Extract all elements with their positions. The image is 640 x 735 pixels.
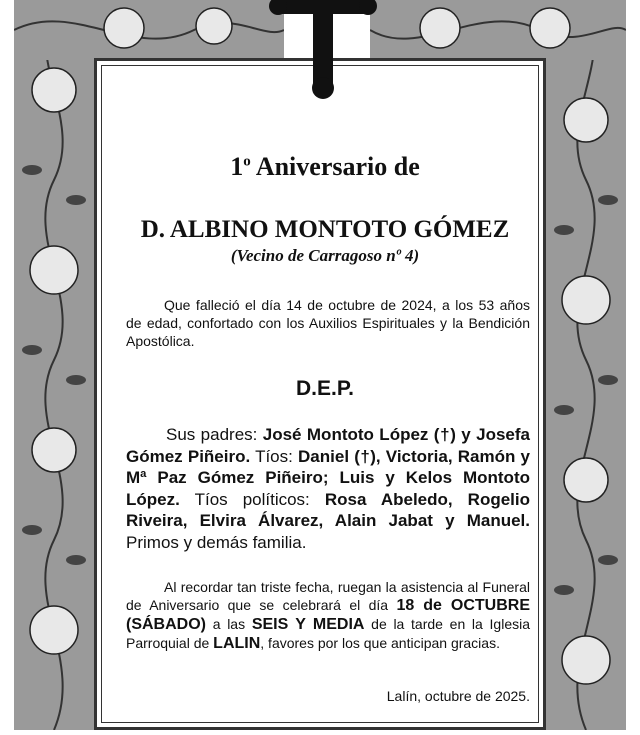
family-paragraph: Sus padres: José Montoto López (†) y Josefa Gómez Piñeiro. Tíos: Daniel (†), Victoria, Ramón y Mª Paz Gómez Piñeiro; Luis y Kelos Montoto López. Tíos políticos: Rosa Abeledo, Rogelio Riveira, Elvira Álvarez, Alain Jabat y Manuel. Primos y demás familia.: [126, 425, 530, 552]
dep-heading: D.E.P.: [296, 377, 354, 400]
funeral-paragraph: Al recordar tan triste fecha, ruegan la asistencia al Funeral de Aniversario que se celebrará el día 18 de OCTUBRE (SÁBADO) a las SEIS Y MEDIA de la tarde en la Iglesia Parroquial de LALIN, favores por los que anticipan gracias.: [126, 579, 531, 652]
floral-border-top-right: [370, 0, 626, 60]
intro-paragraph: Que falleció el día 14 de octubre de 2024, a los 53 años de edad, confortado con los Auxilios Espirituales y la Bendición Apostólica.: [126, 297, 530, 349]
floral-border-left: [14, 0, 94, 730]
floral-border-top-left: [14, 0, 284, 60]
closing-date: Lalín, octubre de 2025.: [386, 688, 530, 704]
floral-border-right: [546, 0, 626, 730]
floral-pattern-top-right: [370, 0, 626, 60]
title-ordinal: o: [243, 153, 251, 170]
floral-pattern-right: [546, 0, 626, 730]
title-number: 1: [230, 152, 244, 181]
deceased-residence: (Vecino de Carragoso nº 4): [230, 246, 420, 265]
title-text: Aniversario de: [250, 152, 420, 181]
anniversary-title: [120, 152, 530, 182]
floral-pattern-top-left: [14, 0, 284, 60]
floral-pattern-left: [14, 0, 94, 730]
cross-icon: [268, 0, 378, 100]
deceased-name: D. ALBINO MONTOTO GÓMEZ: [140, 216, 510, 243]
